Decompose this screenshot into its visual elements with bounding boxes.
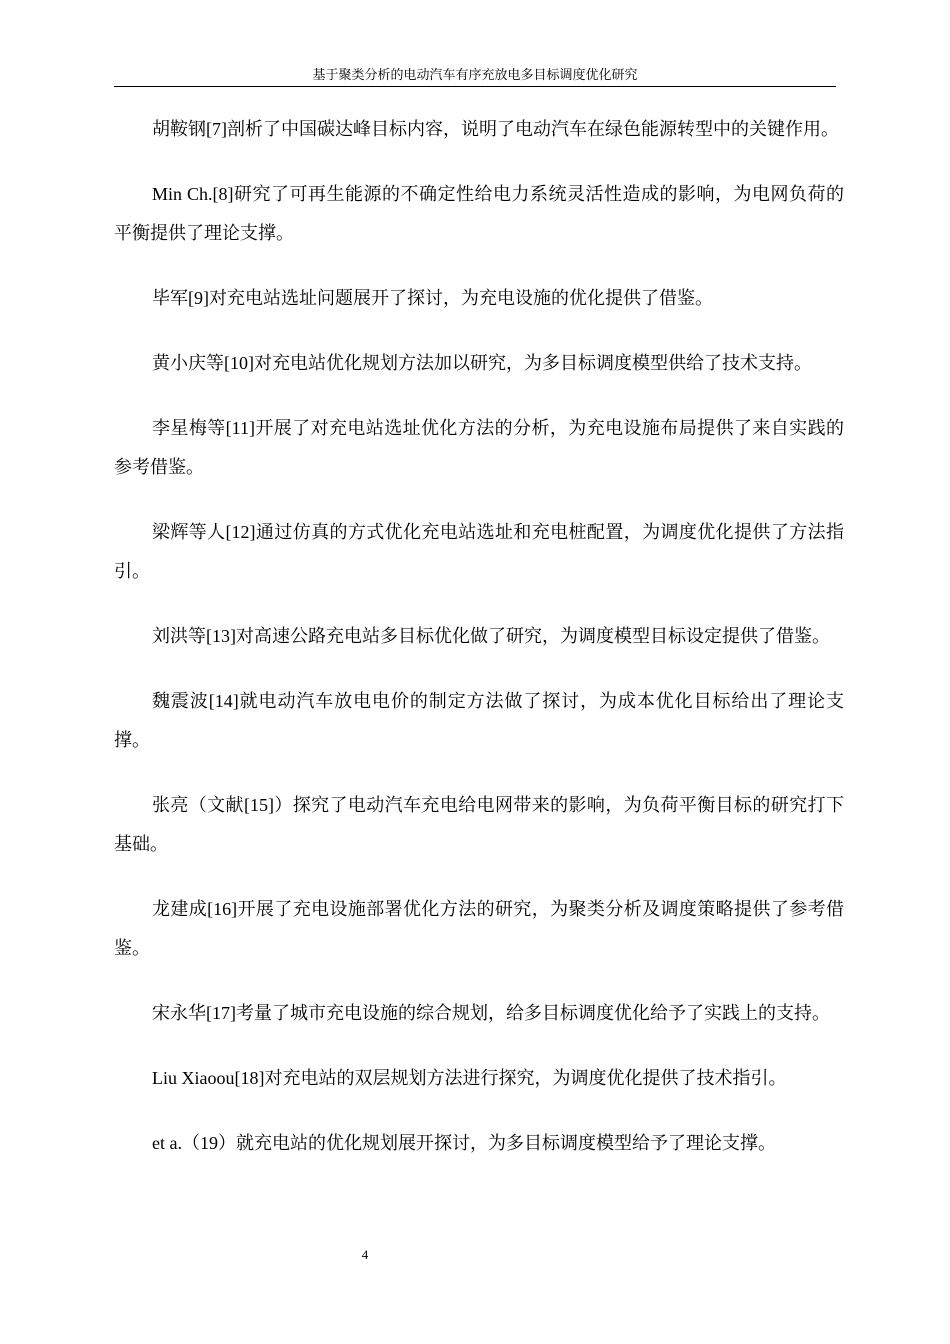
- body-text: [114, 110, 844, 1189]
- paragraph: 梁辉等人[12]通过仿真的方式优化充电站选址和充电桩配置，为调度优化提供了方法指引。: [114, 522, 844, 581]
- paragraph: 黄小庆等[10]对充电站优化规划方法加以研究，为多目标调度模型供给了技术支持。: [152, 353, 812, 373]
- paragraph: 李星梅等[11]开展了对充电站选址优化方法的分析，为充电设施布局提供了来自实践的参考借鉴。: [114, 418, 844, 477]
- paragraph: 胡鞍钢[7]剖析了中国碳达峰目标内容，说明了电动汽车在绿色能源转型中的关键作用。: [152, 119, 839, 139]
- paragraph: et a.（19）就充电站的优化规划展开探讨，为多目标调度模型给予了理论支撑。: [152, 1133, 776, 1153]
- paragraph: 龙建成[16]开展了充电设施部署优化方法的研究，为聚类分析及调度策略提供了参考借鉴。: [114, 899, 844, 958]
- paragraph: Liu Xiaoou[18]对充电站的双层规划方法进行探究，为调度优化提供了技术指引。: [152, 1068, 787, 1088]
- paragraph: 魏震波[14]就电动汽车放电电价的制定方法做了探讨，为成本优化目标给出了理论支撑。: [114, 691, 844, 750]
- paragraph: 宋永华[17]考量了城市充电设施的综合规划，给多目标调度优化给予了实践上的支持。: [152, 1003, 830, 1023]
- paragraph: 张亮（文献[15]）探究了电动汽车充电给电网带来的影响，为负荷平衡目标的研究打下基础。: [114, 795, 844, 854]
- paragraph: 刘洪等[13]对高速公路充电站多目标优化做了研究，为调度模型目标设定提供了借鉴。: [152, 626, 830, 646]
- page-number: 4: [361, 1247, 369, 1262]
- running-header: 基于聚类分析的电动汽车有序充放电多目标调度优化研究: [114, 66, 836, 87]
- paragraph: 毕军[9]对充电站选址问题展开了探讨，为充电设施的优化提供了借鉴。: [152, 288, 713, 308]
- paragraph: Min Ch.[8]研究了可再生能源的不确定性给电力系统灵活性造成的影响，为电网负荷的平衡提供了理论支撑。: [114, 184, 844, 243]
